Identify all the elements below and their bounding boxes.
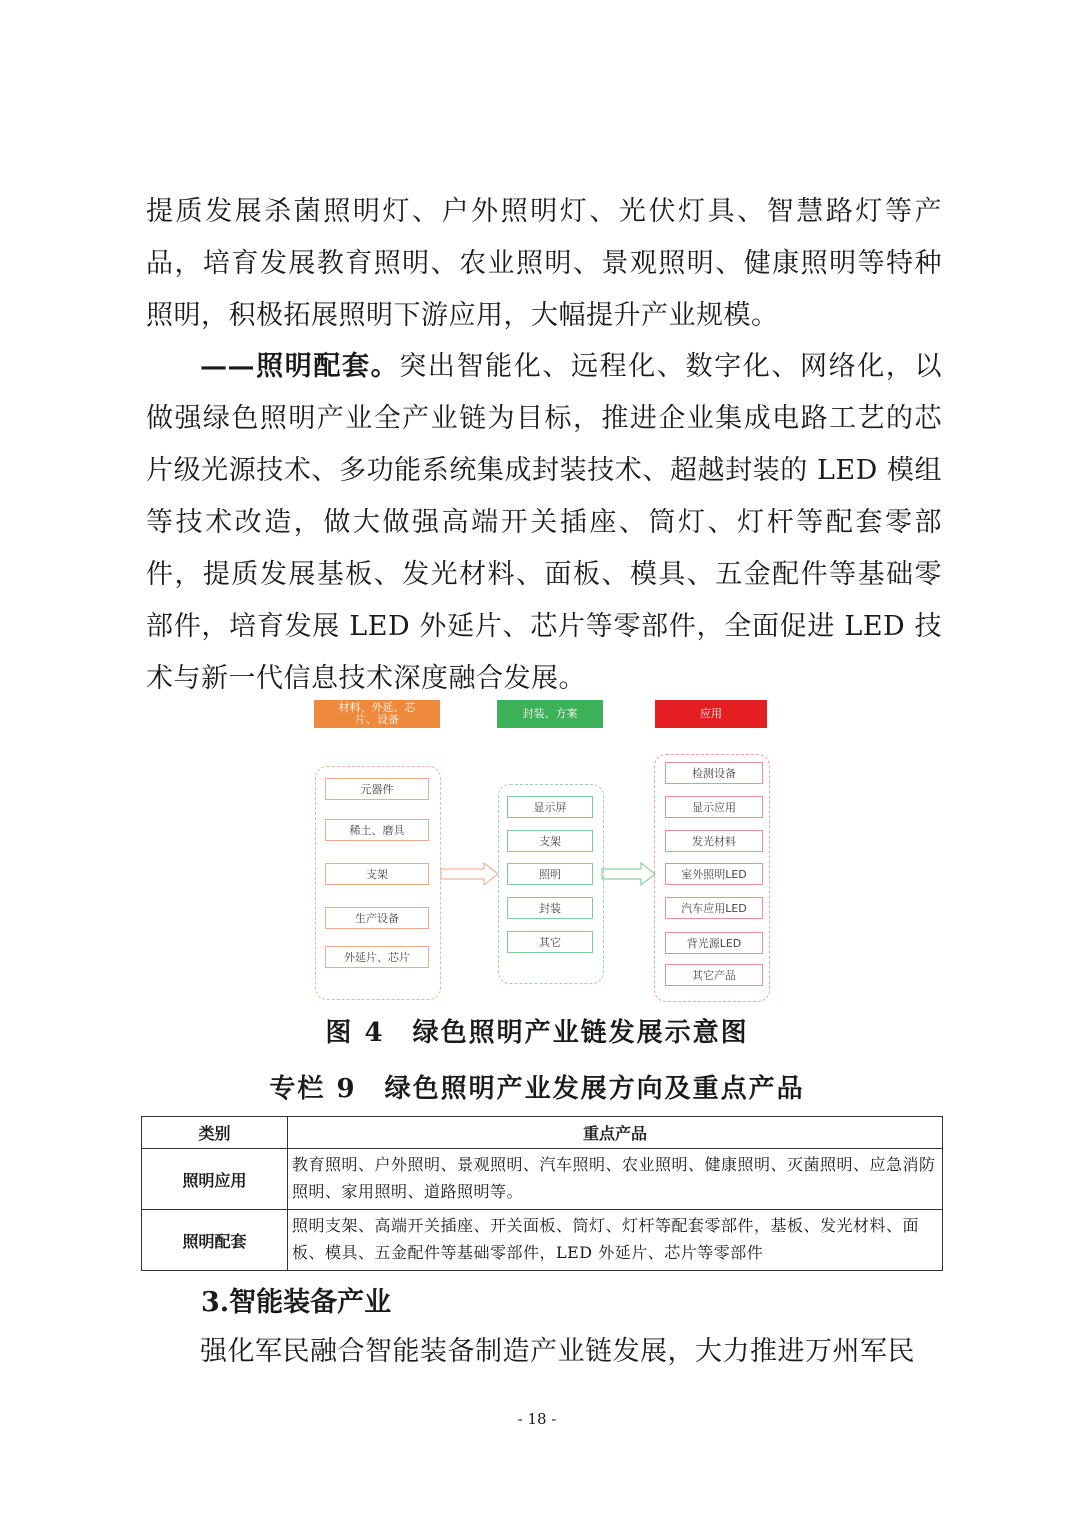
paragraph-body: 突出智能化、远程化、数字化、网络化，以做强绿色照明产业全产业链为目标，推进企业集成电路工艺的芯片级光源技术、多功能系统集成封装技术、超越封装的 LED 模组等技术改造，做大做强高端开关插座、筒灯、灯杆等配套零部件，提质发展基板、发光材料、面板、模具、五金配件等基础零部件，培育发展 LED 外延片、芯片等零部件，全面促进 LED 技术与新一代信息技术深度融合发展。 [146, 351, 942, 694]
figure-caption: 图 4 绿色照明产业链发展示意图 [325, 1018, 749, 1048]
diagram-item: 室外照明LED [665, 863, 763, 885]
diagram-item: 封装 [507, 897, 593, 919]
diagram-item: 照明 [507, 863, 593, 885]
paragraph-smart-equipment: 强化军民融合智能装备制造产业链发展，大力推进万州军民 [200, 1336, 915, 1367]
industry-chain-diagram [305, 694, 785, 1006]
diagram-header-materials [314, 700, 440, 728]
diagram-item: 检测设备 [665, 762, 763, 784]
section-heading: 3.智能装备产业 [201, 1287, 392, 1318]
diagram-item: 背光源LED [665, 932, 763, 954]
diagram-item: 其它 [507, 931, 593, 953]
table-cell-category: 照明配套 [142, 1210, 288, 1271]
arrow-right-icon [601, 862, 657, 886]
diagram-item: 支架 [325, 863, 429, 885]
table-caption: 专栏 9 绿色照明产业发展方向及重点产品 [269, 1074, 805, 1104]
column-header-category: 类别 [142, 1117, 288, 1149]
table-cell-products: 照明支架、高端开关插座、开关面板、筒灯、灯杆等配套零部件，基板、发光材料、面板、模具、五金配件等基础零部件，LED 外延片、芯片等零部件 [288, 1210, 943, 1271]
diagram-item: 其它产品 [665, 964, 763, 986]
table-row [142, 1210, 943, 1271]
diagram-item: 稀土、磨具 [325, 819, 429, 841]
table-cell-products: 教育照明、户外照明、景观照明、汽车照明、农业照明、健康照明、灭菌照明、应急消防照明、家用照明、道路照明等。 [288, 1149, 943, 1210]
table-cell-category: 照明应用 [142, 1149, 288, 1210]
diagram-item: 显示屏 [507, 796, 593, 818]
diagram-item: 外延片、芯片 [325, 946, 429, 968]
paragraph-lighting-supporting [146, 341, 942, 705]
diagram-item: 元器件 [325, 778, 429, 800]
diagram-item: 显示应用 [665, 796, 763, 818]
diagram-item: 汽车应用LED [665, 897, 763, 919]
table-row [142, 1149, 943, 1210]
page-number: - 18 - [517, 1410, 557, 1428]
diagram-item: 生产设备 [325, 907, 429, 929]
diagram-header-application: 应用 [655, 700, 767, 728]
paragraph-lead: ——照明配套。 [200, 351, 400, 382]
arrow-right-icon [440, 862, 500, 886]
column-header-products: 重点产品 [288, 1117, 943, 1149]
header-line: 材料、外延、芯 [338, 701, 416, 714]
table-header-row [142, 1117, 943, 1149]
diagram-item: 发光材料 [665, 830, 763, 852]
header-line: 片、设备 [355, 713, 399, 726]
paragraph-lighting-applications: 提质发展杀菌照明灯、户外照明灯、光伏灯具、智慧路灯等产品，培育发展教育照明、农业照明、景观照明、健康照明等特种照明，积极拓展照明下游应用，大幅提升产业规模。 [146, 196, 942, 331]
products-table [141, 1116, 943, 1271]
diagram-header-packaging: 封装、方案 [497, 700, 603, 728]
diagram-item: 支架 [507, 830, 593, 852]
